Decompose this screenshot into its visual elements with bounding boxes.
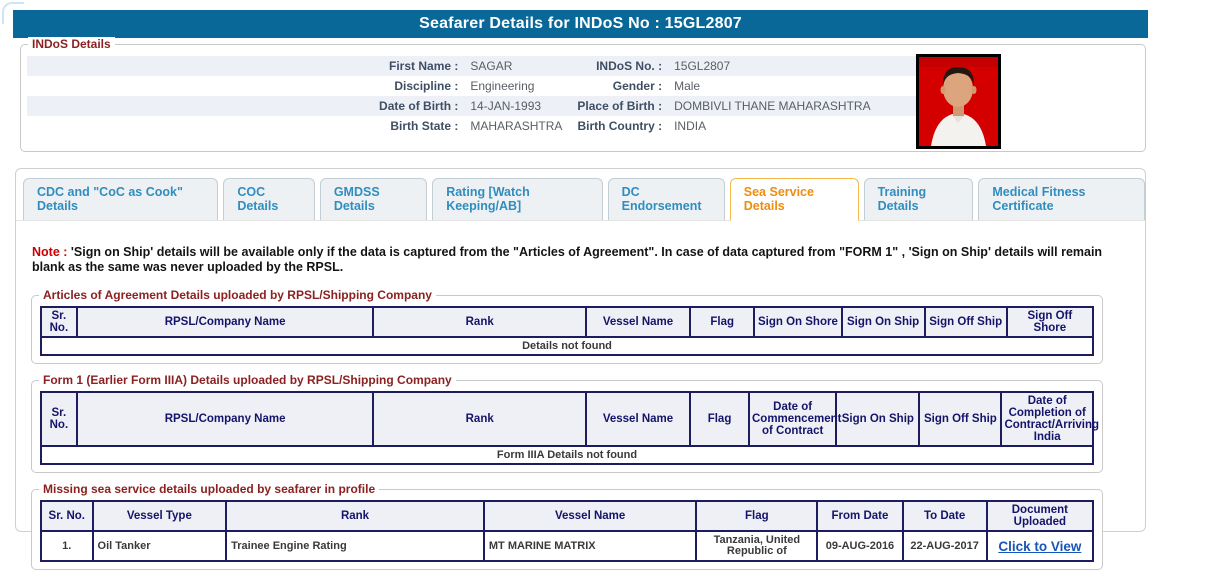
empty-message: Form IIIA Details not found bbox=[41, 446, 1093, 464]
birth-state-value: MAHARASHTRA bbox=[470, 119, 563, 133]
note-label: Note : bbox=[32, 245, 68, 259]
tab-training-details[interactable]: Training Details bbox=[864, 178, 974, 220]
date-of-birth-label: Date of Birth : bbox=[27, 96, 464, 116]
flag-cell: Tanzania, United Republic of bbox=[696, 531, 817, 561]
table-row bbox=[27, 76, 927, 96]
birth-country-value: INDIA bbox=[674, 119, 707, 133]
birth-state-label: Birth State : bbox=[390, 119, 459, 133]
seafarer-photo bbox=[916, 54, 1001, 149]
table-header-row bbox=[41, 501, 1093, 531]
articles-of-agreement-section bbox=[31, 288, 1103, 364]
table-row bbox=[27, 96, 927, 116]
column-header: Flag bbox=[690, 392, 749, 446]
column-header: To Date bbox=[903, 501, 987, 531]
form1-legend: Form 1 (Earlier Form IIIA) Details uploaded by RPSL/Shipping Company bbox=[39, 373, 456, 387]
column-header: Date of Completion of Contract/Arriving India bbox=[1001, 392, 1093, 446]
tab-sea-service-details[interactable]: Sea Service Details bbox=[730, 178, 859, 221]
column-header: RPSL/Company Name bbox=[77, 307, 374, 337]
column-header: Sign Off Ship bbox=[925, 307, 1007, 337]
table-row bbox=[41, 337, 1093, 355]
column-header: Rank bbox=[373, 392, 586, 446]
gender-value: Male bbox=[674, 79, 701, 93]
table-row bbox=[41, 531, 1093, 561]
seafarer-photo-image bbox=[919, 57, 998, 146]
page-title: Seafarer Details for INDoS No : 15GL2807 bbox=[13, 10, 1148, 38]
indos-details-legend: INDoS Details bbox=[28, 37, 115, 51]
sign-on-ship-note bbox=[32, 245, 1129, 275]
empty-message: Details not found bbox=[41, 337, 1093, 355]
document-uploaded-cell bbox=[987, 531, 1093, 561]
column-header: Flag bbox=[696, 501, 817, 531]
column-header: Sr. No. bbox=[41, 307, 77, 337]
form1-section bbox=[31, 373, 1103, 473]
to-date-cell: 22-AUG-2017 bbox=[903, 531, 987, 561]
vessel-type-cell: Oil Tanker bbox=[93, 531, 227, 561]
column-header: From Date bbox=[817, 501, 902, 531]
articles-legend: Articles of Agreement Details uploaded by RPSL/Shipping Company bbox=[39, 288, 436, 302]
column-header: Date of Commencement of Contract bbox=[749, 392, 836, 446]
column-header: Sign Off Shore bbox=[1007, 307, 1093, 337]
indos-no-value: 15GL2807 bbox=[668, 56, 927, 76]
column-header: Vessel Type bbox=[93, 501, 227, 531]
gender-label: Gender : bbox=[612, 79, 663, 93]
column-header: Document Uploaded bbox=[987, 501, 1093, 531]
indos-no-label: INDoS No. : bbox=[568, 56, 668, 76]
from-date-cell: 09-AUG-2016 bbox=[817, 531, 902, 561]
column-header: Vessel Name bbox=[586, 392, 690, 446]
click-to-view-link[interactable]: Click to View bbox=[998, 538, 1082, 554]
indos-details-table bbox=[27, 56, 927, 136]
column-header: Vessel Name bbox=[586, 307, 690, 337]
table-header-row bbox=[41, 392, 1093, 446]
table-row bbox=[27, 56, 927, 76]
form1-table bbox=[40, 391, 1100, 465]
tab-cdc-coc-cook-details[interactable]: CDC and "CoC as Cook" Details bbox=[23, 178, 218, 220]
missing-legend: Missing sea service details uploaded by seafarer in profile bbox=[39, 482, 379, 496]
table-header-row bbox=[41, 307, 1093, 337]
column-header: Sign Off Ship bbox=[919, 392, 1001, 446]
first-name-value: SAGAR bbox=[464, 56, 568, 76]
column-header: Sr. No. bbox=[41, 392, 77, 446]
place-of-birth-label: Place of Birth : bbox=[568, 96, 668, 116]
table-row bbox=[41, 446, 1093, 464]
column-header: Sr. No. bbox=[41, 501, 93, 531]
articles-table bbox=[40, 306, 1094, 356]
rank-cell: Trainee Engine Rating bbox=[226, 531, 484, 561]
sr-no-cell: 1. bbox=[41, 531, 93, 561]
date-of-birth-value: 14-JAN-1993 bbox=[464, 96, 568, 116]
column-header: Sign On Ship bbox=[842, 307, 925, 337]
column-header: RPSL/Company Name bbox=[77, 392, 374, 446]
column-header: Rank bbox=[373, 307, 586, 337]
tab-gmdss-details[interactable]: GMDSS Details bbox=[320, 178, 427, 220]
tab-strip bbox=[16, 169, 1145, 221]
sea-service-panel bbox=[15, 168, 1146, 557]
tab-medical-fitness-certificate[interactable]: Medical Fitness Certificate bbox=[978, 178, 1145, 220]
missing-sea-service-table bbox=[40, 500, 1094, 562]
discipline-label: Discipline : bbox=[394, 79, 459, 93]
column-header: Sign On Shore bbox=[754, 307, 841, 337]
note-text: 'Sign on Ship' details will be available only if the data is captured from the "Articles of Agreement". In case of data captured from "FORM 1" , 'Sign on Ship' details will remain blank as the same was never uploaded by the RPSL. bbox=[32, 245, 1103, 274]
tab-dc-endorsement[interactable]: DC Endorsement bbox=[608, 178, 725, 220]
tab-rating-watch-keeping[interactable]: Rating [Watch Keeping/AB] bbox=[432, 178, 602, 220]
indos-details-panel bbox=[20, 37, 1146, 152]
vessel-name-cell: MT MARINE MATRIX bbox=[484, 531, 697, 561]
column-header: Flag bbox=[690, 307, 754, 337]
place-of-birth-value: DOMBIVLI THANE MAHARASHTRA bbox=[668, 96, 927, 116]
column-header: Rank bbox=[226, 501, 484, 531]
first-name-label: First Name : bbox=[27, 56, 464, 76]
discipline-value: Engineering bbox=[470, 79, 535, 93]
tab-coc-details[interactable]: COC Details bbox=[223, 178, 315, 220]
column-header: Sign On Ship bbox=[836, 392, 919, 446]
table-row bbox=[27, 116, 927, 136]
missing-sea-service-section bbox=[31, 482, 1103, 570]
column-header: Vessel Name bbox=[484, 501, 697, 531]
birth-country-label: Birth Country : bbox=[577, 119, 663, 133]
